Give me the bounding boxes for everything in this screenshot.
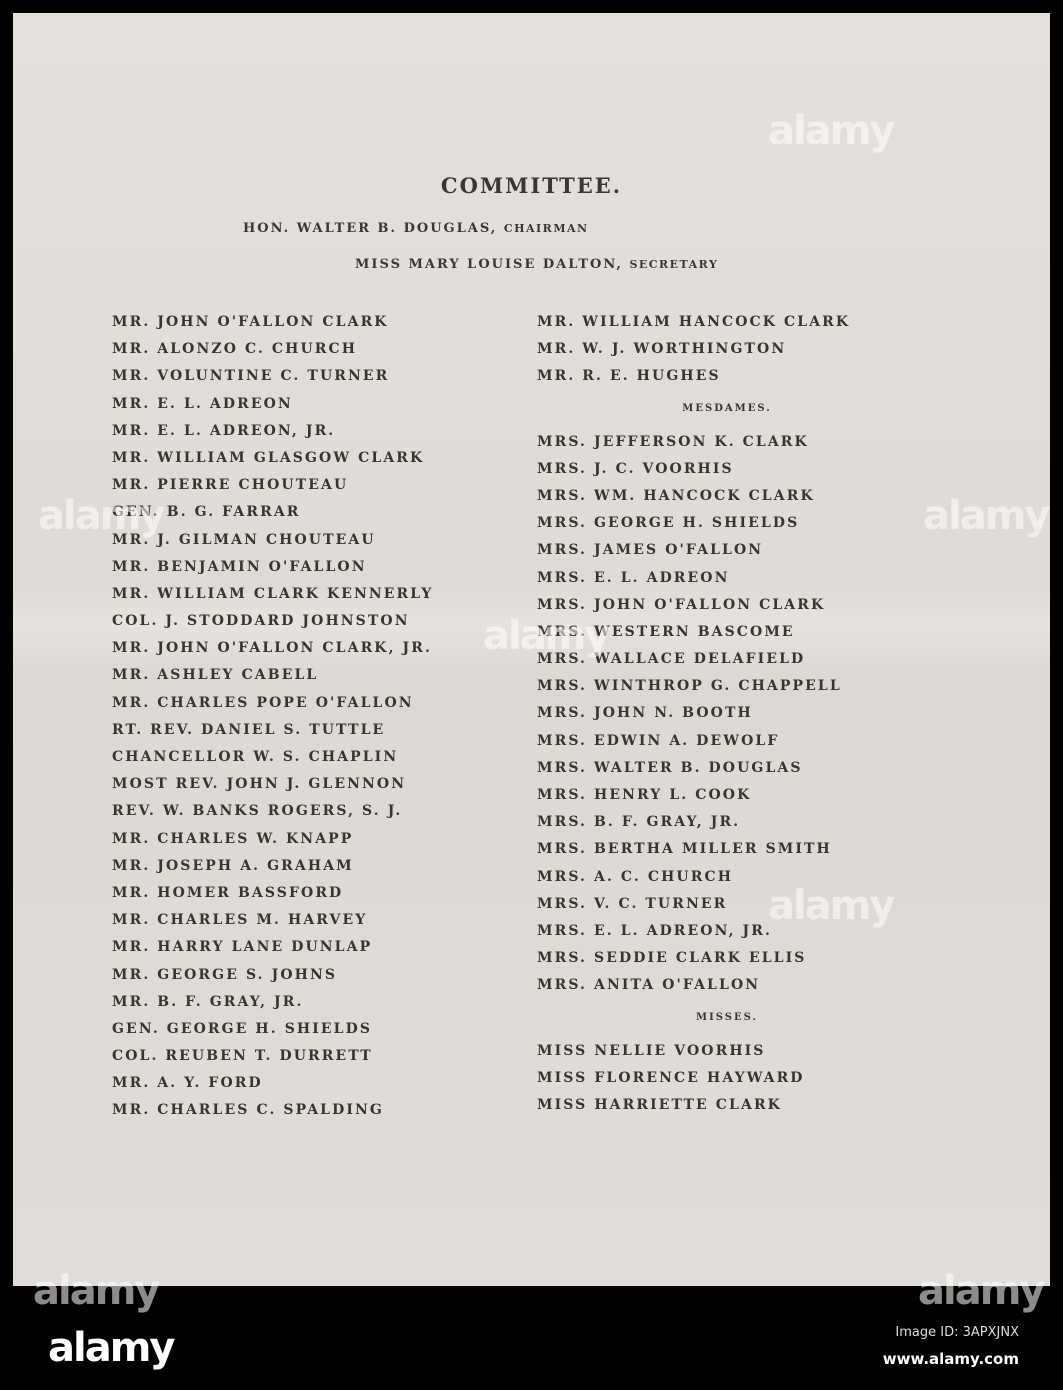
committee-member: MR. ASHLEY CABELL: [112, 667, 319, 684]
watermark-logo: alamy: [768, 883, 894, 929]
chairman-role: CHAIRMAN: [503, 222, 589, 235]
committee-member: MRS. V. C. TURNER: [537, 895, 728, 912]
committee-member: MRS. HENRY L. COOK: [537, 787, 752, 803]
committee-member: MR. HOMER BASSFORD: [112, 884, 344, 901]
committee-member: MRS. EDWIN A. DEWOLF: [537, 732, 780, 749]
watermark-logo: alamy: [768, 108, 894, 154]
committee-member: MRS. WM. HANCOCK CLARK: [537, 487, 815, 504]
committee-member: MR. VOLUNTINE C. TURNER: [112, 368, 390, 385]
alamy-logo: alamy: [48, 1325, 174, 1371]
committee-member: MR. WILLIAM HANCOCK CLARK: [537, 314, 851, 330]
committee-member: MRS. JEFFERSON K. CLARK: [537, 433, 809, 450]
committee-member: COL. REUBEN T. DURRETT: [112, 1048, 373, 1065]
committee-member: MR. W. J. WORTHINGTON: [537, 341, 787, 358]
committee-member: GEN. B. G. FARRAR: [112, 504, 301, 521]
committee-member: MRS. JOHN N. BOOTH: [537, 705, 753, 722]
committee-member: MRS. ANITA O'FALLON: [537, 977, 761, 994]
image-id: Image ID: 3APXJNX: [895, 1325, 1019, 1340]
left-member-column: [112, 309, 433, 1125]
committee-member: MRS. SEDDIE CLARK ELLIS: [537, 950, 807, 967]
committee-member: MR. WILLIAM CLARK KENNERLY: [112, 585, 434, 602]
misses-heading: MISSES.: [696, 1011, 758, 1023]
mesdames-heading: MESDAMES.: [682, 402, 772, 414]
document-page: [13, 13, 1050, 1314]
committee-member: MR. JOSEPH A. GRAHAM: [112, 857, 354, 874]
committee-member: GEN. GEORGE H. SHIELDS: [112, 1020, 373, 1037]
secretary-role: SECRETARY: [629, 258, 719, 271]
committee-member: MISS HARRIETTE CLARK: [537, 1096, 782, 1113]
watermark-logo: alamy: [483, 613, 609, 659]
committee-member: MR. A. Y. FORD: [112, 1075, 263, 1092]
committee-member: MR. CHARLES W. KNAPP: [112, 830, 354, 847]
committee-member: MISS FLORENCE HAYWARD: [537, 1069, 805, 1086]
committee-member: MISS NELLIE VOORHIS: [537, 1042, 766, 1059]
committee-member: MRS. E. L. ADREON, JR.: [537, 922, 772, 939]
committee-member: COL. J. STODDARD JOHNSTON: [112, 613, 410, 630]
chairman-line: [243, 221, 589, 236]
committee-member: MR. JOHN O'FALLON CLARK: [112, 314, 389, 330]
committee-member: MR. PIERRE CHOUTEAU: [112, 477, 349, 494]
committee-member: MRS. GEORGE H. SHIELDS: [537, 515, 800, 532]
committee-member: MRS. WALLACE DELAFIELD: [537, 651, 806, 668]
committee-member: MR. WILLIAM GLASGOW CLARK: [112, 449, 425, 466]
committee-member: MRS. WALTER B. DOUGLAS: [537, 759, 803, 776]
committee-member: MR. CHARLES M. HARVEY: [112, 912, 368, 929]
watermark-logo: alamy: [33, 1268, 159, 1314]
chairman-name: HON. WALTER B. DOUGLAS,: [243, 221, 498, 236]
committee-member: MRS. B. F. GRAY, JR.: [537, 814, 741, 831]
committee-member: CHANCELLOR W. S. CHAPLIN: [112, 749, 399, 765]
committee-member: MR. CHARLES POPE O'FALLON: [112, 694, 414, 711]
watermark-logo: alamy: [38, 493, 164, 539]
committee-member: MR. CHARLES C. SPALDING: [112, 1102, 384, 1119]
committee-member: MRS. WINTHROP G. CHAPPELL: [537, 678, 842, 695]
committee-member: MR. B. F. GRAY, JR.: [112, 993, 304, 1010]
watermark-logo: alamy: [923, 493, 1049, 539]
secretary-line: [355, 257, 718, 272]
committee-member: RT. REV. DANIEL S. TUTTLE: [112, 721, 386, 738]
committee-member: MR. ALONZO C. CHURCH: [112, 341, 358, 358]
committee-member: MRS. A. C. CHURCH: [537, 868, 734, 885]
committee-member: MRS. J. C. VOORHIS: [537, 460, 734, 477]
committee-member: MR. JOHN O'FALLON CLARK, JR.: [112, 640, 432, 657]
watermark-logo: alamy: [918, 1268, 1044, 1314]
committee-member: MR. R. E. HUGHES: [537, 368, 721, 385]
committee-member: MOST REV. JOHN J. GLENNON: [112, 776, 407, 793]
secretary-name: MISS MARY LOUISE DALTON,: [355, 257, 623, 272]
committee-member: MR. GEORGE S. JOHNS: [112, 966, 338, 983]
committee-member: MRS. E. L. ADREON: [537, 569, 730, 586]
committee-member: MRS. WESTERN BASCOME: [537, 623, 795, 640]
right-member-column: [537, 309, 917, 1119]
document-title: COMMITTEE.: [440, 173, 623, 198]
committee-member: MRS. JAMES O'FALLON: [537, 542, 764, 559]
committee-member: MR. J. GILMAN CHOUTEAU: [112, 531, 376, 548]
committee-member: MR. E. L. ADREON: [112, 395, 293, 412]
alamy-url: www.alamy.com: [882, 1350, 1019, 1368]
committee-member: MR. BENJAMIN O'FALLON: [112, 558, 367, 575]
committee-member: MR. HARRY LANE DUNLAP: [112, 939, 373, 956]
committee-member: REV. W. BANKS ROGERS, S. J.: [112, 803, 403, 820]
committee-member: MR. E. L. ADREON, JR.: [112, 422, 336, 439]
committee-member: MRS. BERTHA MILLER SMITH: [537, 841, 832, 858]
committee-member: MRS. JOHN O'FALLON CLARK: [537, 596, 826, 613]
